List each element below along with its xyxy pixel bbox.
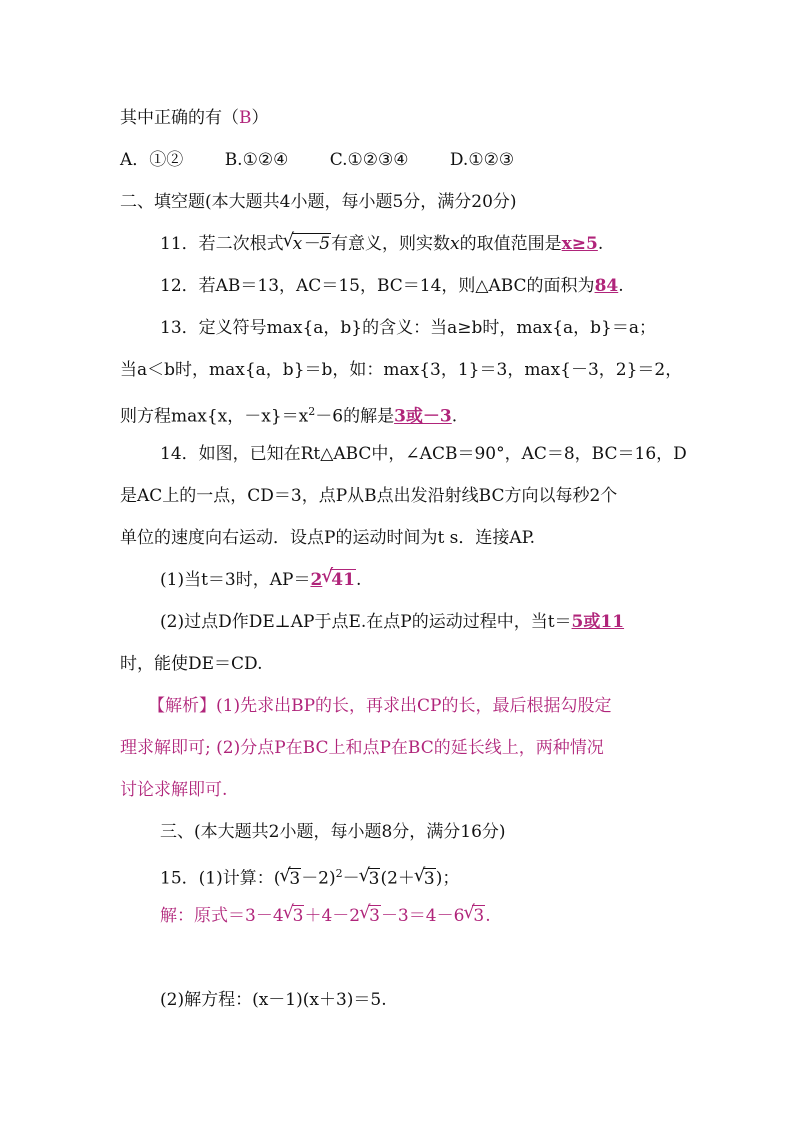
question-14-line-3: 单位的速度向右运动．设点P的运动时间为t s．连接AP. [120,528,536,548]
question-10-options [120,148,550,172]
section-2-heading: 二、填空题(本大题共4小题，每小题5分，满分20分) [120,192,517,212]
question-14-part-2-cont: 时，能使DE＝CD. [120,654,263,674]
option-d: D.①②③ [449,150,515,170]
answer-q10: B [239,108,252,128]
option-a: A．①② [120,150,184,170]
answer-q14-1: 2√ 41 [310,570,356,590]
question-11: 11．若二次根式√ x－5有意义，则实数x的取值范围是x≥5. [160,232,603,256]
answer-q14-2: 5或11 [571,612,625,632]
question-10-stem: 其中正确的有（B） [120,108,269,128]
answer-q13: 3或－3 [394,406,452,427]
section-3-heading: 三、(本大题共2小题，每小题8分，满分16分) [160,822,506,842]
question-15-part-1: 15．(1)计算：(√ 3－2)$^2$－√ 3(2＋√ 3)； [160,862,459,891]
question-14-line-1: 14．如图，已知在Rt△ABC中，∠ACB＝90°，AC＝8，BC＝16，D [160,444,687,464]
question-14-part-1: (1)当t＝3时，AP＝2√ 41. [160,568,361,592]
question-13-line-3: 则方程max{x，$-x\}=x^2-6$的解是3或－3. [120,405,458,427]
question-15-part-2: (2)解方程：(x－1)(x＋3)＝5. [160,990,387,1010]
sqrt-expression: √ x－5 [284,232,331,256]
analysis-line-3: 讨论求解即可. [120,780,228,800]
analysis-line-1: 【解析】(1)先求出BP的长，再求出CP的长，最后根据勾股定 [148,696,612,716]
question-15-solution: 解：原式＝3－4√ 3＋4－2√ 3－3＝4－6√ 3. [160,904,491,928]
answer-q12: 84 [594,276,619,296]
question-13-line-2: 当a＜b时，max{a，b}＝b，如：max{3，1}＝3，max{－3，2}＝2， [120,360,683,380]
analysis-line-2: 理求解即可; (2)分点P在BC上和点P在BC的延长线上，两种情况 [120,738,604,758]
question-12: 12．若AB＝13，AC＝15，BC＝14，则△ABC的面积为84. [160,276,624,296]
option-c: C.①②③④ [329,150,409,170]
answer-q11: x≥5 [561,234,598,254]
option-b: B.①②④ [224,150,289,170]
question-13-line-1: 13．定义符号max{a，b}的含义：当a≥b时，max{a，b}＝a； [160,318,657,338]
question-14-line-2: 是AC上的一点，CD＝3，点P从B点出发沿射线BC方向以每秒2个 [120,486,618,506]
question-14-part-2: (2)过点D作DE⊥AP于点E.在点P的运动过程中，当t＝5或11 [160,612,625,632]
